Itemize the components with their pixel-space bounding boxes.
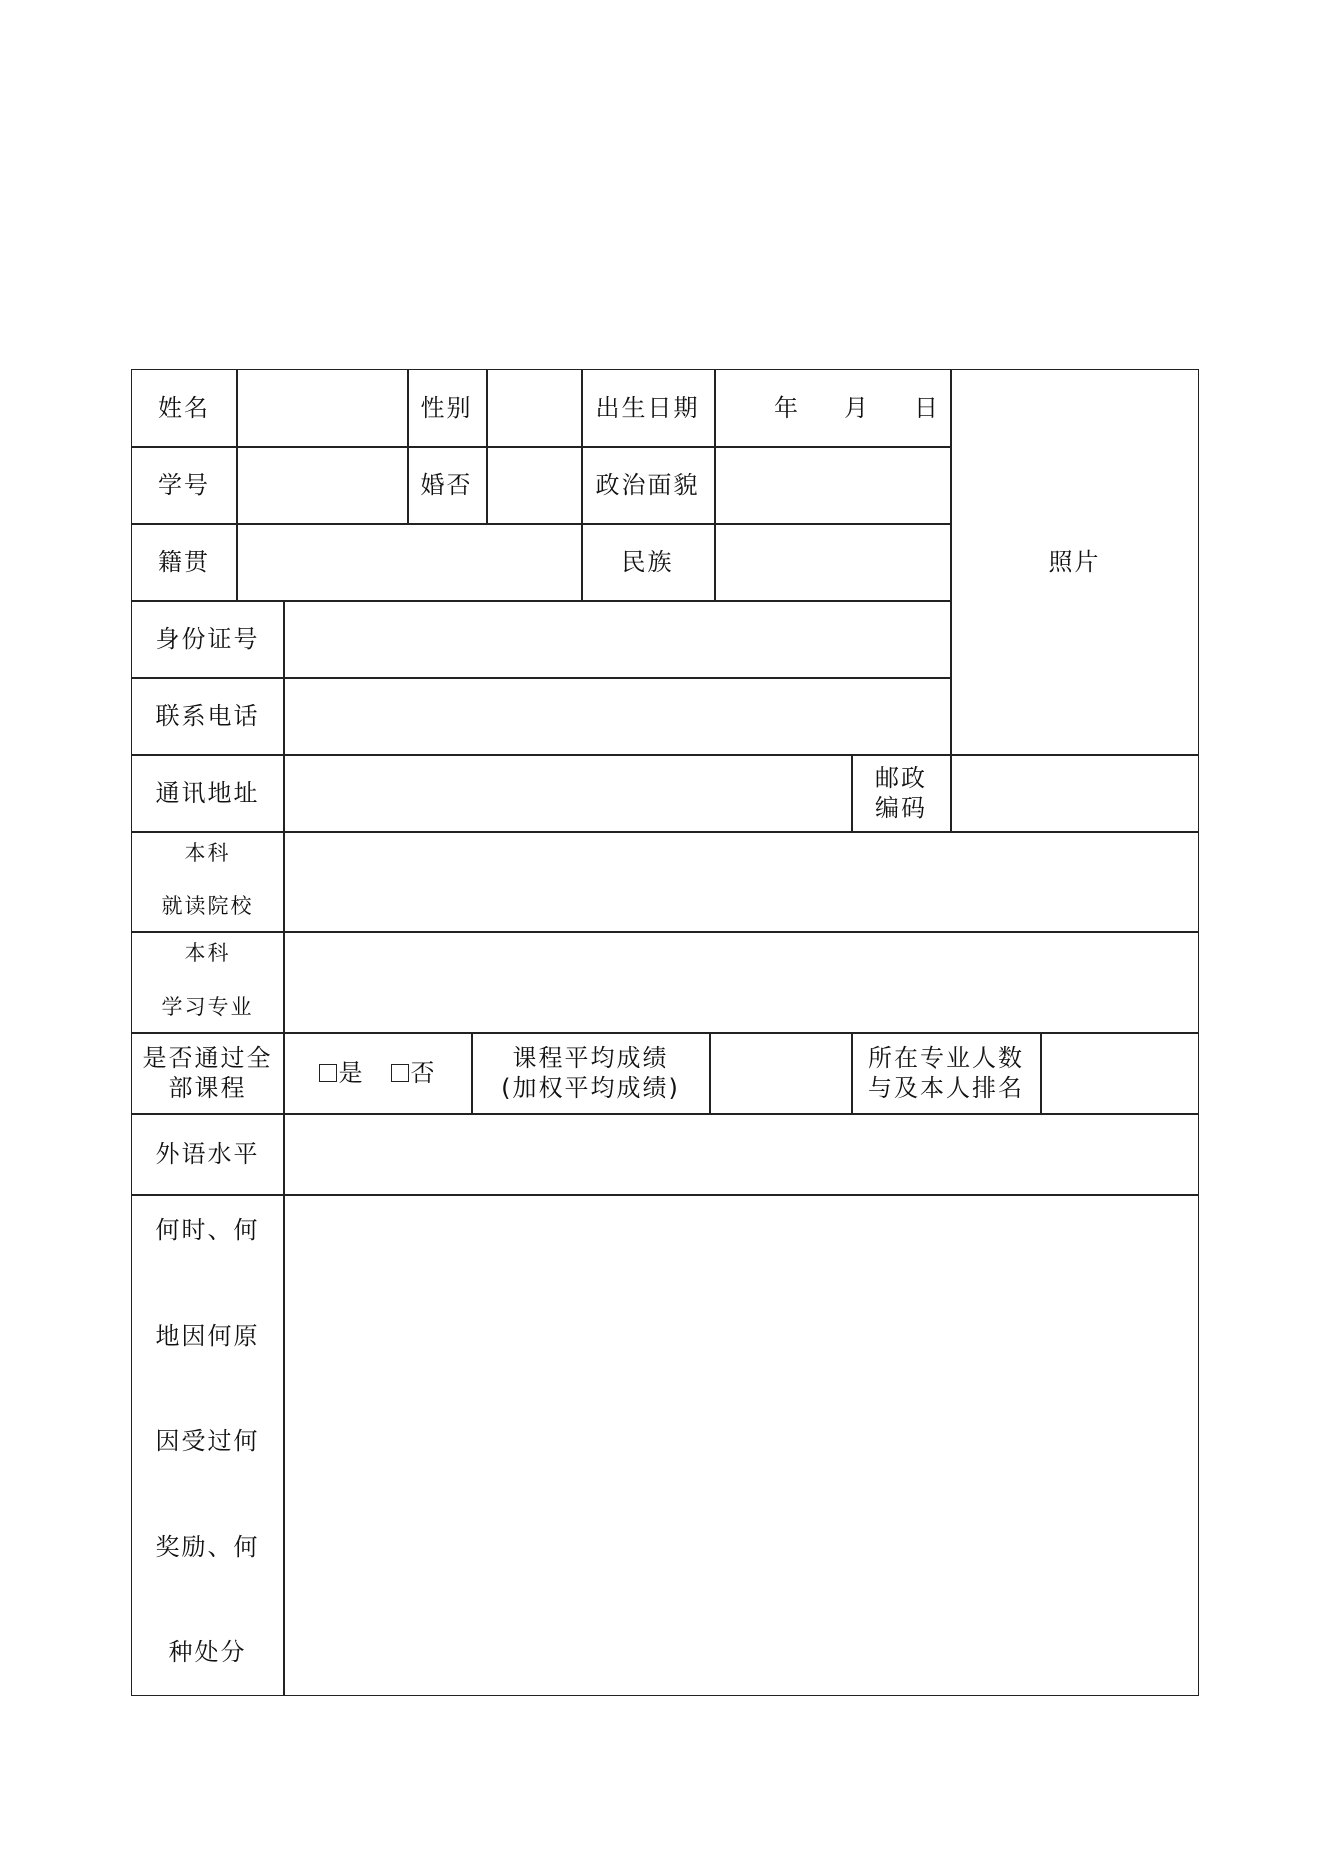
- undergrad-major-label: [132, 932, 283, 1032]
- undergrad-school-label-line: 本科: [184, 841, 231, 865]
- id-number-label: 身份证号: [155, 625, 260, 653]
- native-place-label: 籍贯: [158, 548, 210, 576]
- undergrad-school-label: [132, 832, 283, 931]
- undergrad-major-label-line: 本科: [184, 941, 231, 965]
- postcode-label-line: 邮政: [875, 764, 927, 792]
- awards-label-line: 地因何原: [155, 1321, 260, 1350]
- major-rank-label: [852, 1033, 1040, 1113]
- name-label: 姓名: [158, 394, 210, 422]
- awards-penalties-field[interactable]: [284, 1195, 1198, 1695]
- average-grade-label-line: 课程平均成绩: [512, 1044, 669, 1072]
- courses-passed-label: [132, 1033, 283, 1113]
- major-rank-label-line: 所在专业人数: [868, 1044, 1024, 1072]
- student-id-label: 学号: [158, 471, 210, 499]
- address-field[interactable]: [284, 755, 851, 831]
- month-label: 月: [844, 394, 870, 422]
- postcode-field[interactable]: [951, 755, 1198, 831]
- application-form-table: [131, 369, 1199, 1696]
- undergrad-major-field[interactable]: [284, 932, 1198, 1032]
- awards-penalties-label: [132, 1195, 283, 1695]
- foreign-language-field[interactable]: [284, 1114, 1198, 1194]
- postcode-label: [852, 755, 950, 831]
- courses-passed-options: [284, 1033, 471, 1113]
- courses-passed-label-line: 是否通过全: [142, 1044, 273, 1072]
- undergrad-school-label-line: 就读院校: [161, 893, 254, 918]
- year-label: 年: [774, 394, 800, 422]
- political-status-label: 政治面貌: [595, 471, 700, 499]
- awards-label-line: 种处分: [168, 1638, 247, 1666]
- major-rank-label-line: 与及本人排名: [868, 1074, 1024, 1102]
- no-option-label: 否: [410, 1059, 437, 1087]
- yes-option[interactable]: [319, 1058, 365, 1088]
- ethnicity-label: 民族: [621, 548, 674, 576]
- postcode-label-line: 编码: [875, 794, 927, 822]
- no-option[interactable]: [391, 1058, 437, 1088]
- undergrad-major-label-line: 学习专业: [161, 994, 254, 1019]
- awards-label-line: 何时、何: [155, 1216, 260, 1244]
- photo-box[interactable]: [951, 370, 1198, 754]
- native-place-field[interactable]: [237, 524, 581, 600]
- name-field[interactable]: [237, 370, 407, 446]
- student-id-field[interactable]: [237, 447, 407, 523]
- awards-label-line: 因受过何: [155, 1427, 260, 1455]
- average-grade-label-line: (加权平均成绩): [501, 1074, 680, 1102]
- phone-label: 联系电话: [155, 702, 260, 730]
- marital-label: 婚否: [420, 471, 473, 499]
- phone-field[interactable]: [284, 678, 950, 754]
- gender-field[interactable]: [487, 370, 581, 446]
- undergrad-school-field[interactable]: [284, 832, 1198, 931]
- foreign-language-label: 外语水平: [155, 1140, 260, 1168]
- yes-checkbox[interactable]: [319, 1064, 337, 1082]
- political-status-field[interactable]: [715, 447, 950, 523]
- id-number-field[interactable]: [284, 601, 950, 677]
- awards-label-line: 奖励、何: [155, 1532, 260, 1561]
- day-label: 日: [914, 394, 940, 422]
- address-label: 通讯地址: [155, 779, 260, 807]
- average-grade-field[interactable]: [710, 1033, 851, 1113]
- birth-date-field[interactable]: [715, 370, 950, 446]
- no-checkbox[interactable]: [391, 1064, 409, 1082]
- average-grade-label: [472, 1033, 709, 1113]
- gender-label: 性别: [420, 394, 473, 422]
- birth-date-label: 出生日期: [595, 394, 700, 422]
- photo-label: 照片: [1048, 548, 1101, 576]
- yes-option-label: 是: [338, 1059, 365, 1087]
- major-rank-field[interactable]: [1041, 1033, 1198, 1113]
- marital-field[interactable]: [487, 447, 581, 523]
- courses-passed-label-line: 部课程: [168, 1074, 247, 1102]
- ethnicity-field[interactable]: [715, 524, 950, 600]
